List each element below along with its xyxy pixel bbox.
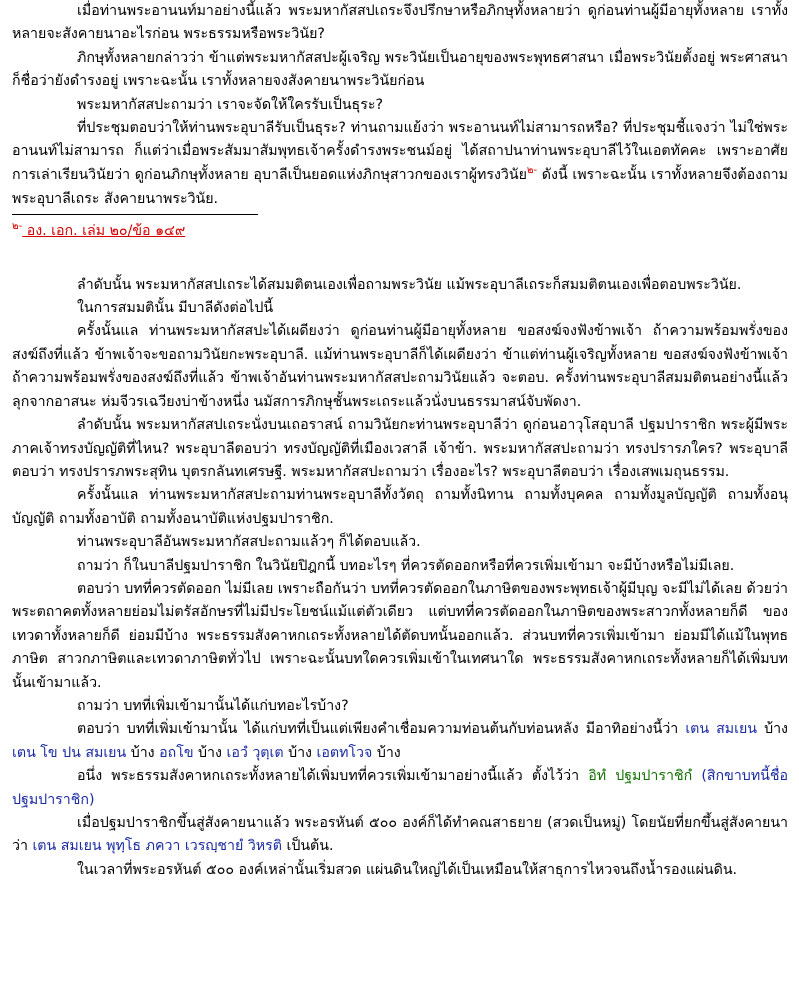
pali-phrase: เอตทโวจ — [316, 744, 373, 761]
footnote[interactable] — [12, 215, 788, 247]
separator-text: บ้าง — [193, 744, 227, 761]
paragraph-10: ท่านพระอุบาลีอันพระมหากัสสปะถามแล้วๆ ก็ได้ตอบแล้ว. — [77, 534, 421, 551]
paragraph-17: ในเวลาที่พระอรหันต์ ๕๐๐ องค์เหล่านั้นเริ่มสวด แผ่นดินใหญ่ได้เป็นเหมือนให้สาธุการไหวจนถึงน้ำรองแผ่นดิน. — [77, 861, 738, 878]
paragraph-4 — [12, 117, 788, 212]
paragraph-1: เมื่อท่านพระอานนท์มาอย่างนี้แล้ว พระมหากัสสปเถระจึงปรึกษาหรือภิกษุทั้งหลายว่า ดูก่อนท่านผู้มีอายุทั้งหลาย เราทั้งหลายจะสังคายนาอะไรก่อน พระธรรมหรือพระวินัย? — [12, 3, 788, 43]
paragraph-2: ภิกษุทั้งหลายกล่าวว่า ข้าแต่พระมหากัสสปะผู้เจริญ พระวินัยเป็นอายุของพระพุทธศาสนา เมื่อพระวินัยตั้งอยู่ พระศาสนาก็ชื่อว่ายังดำรงอยู่ เพราะฉะนั้น เราทั้งหลายจงสังคายนาพระวินัยก่อน — [12, 49, 788, 90]
paragraph-16-tail: เป็นต้น. — [281, 838, 334, 855]
pali-title: อิทํ ปฐมปาราชิกํ — [588, 768, 693, 785]
pali-phrase: เตน สมเยน — [685, 721, 758, 738]
paragraph-16-text: เมื่อปฐมปาราชิกขึ้นสู่สังคายนาแล้ว พระอรหันต์ ๕๐๐ องค์ก็ได้ทำคณสาธยาย (สวดเป็นหมู่) โดยนัยที่ยกขึ้นสู่สังคายนาว่า — [12, 815, 788, 855]
separator-text: บ้าง — [757, 721, 788, 738]
paragraph-8: ลำดับนั้น พระมหากัสสปเถระนั่งบนเถอราสน์ ถามวินัยกะท่านพระอุบาลีว่า ดูก่อนอาวุโสอุบาลี ปฐมปาราชิก พระผู้มีพระภาคเจ้าทรงบัญญัติที่ไหน? พระอุบาลีตอบว่า ทรงบัญญัติที่เมืองเวสาลี เจ้าข้า. พระมหากัสสปะถามว่า ทรงปรารภใคร? พระอุบาลีตอบว่า ทรงปรารภพระสุทิน บุตรกลันทเศรษฐี. พระมหากัสสปะถามว่า เรื่องอะไร? พระอุบาลีตอบว่า เรื่องเสพเมถุนธรรม. — [12, 417, 788, 480]
paragraph-4-tail: ดังนี้ เพราะฉะนั้น เราทั้งหลายจึงต้องถามพระอุบาลีเถระ สังคายนาพระวินัย. — [12, 166, 789, 208]
paragraph-4-text: ที่ประชุมตอบว่าให้ท่านพระอุบาลีรับเป็นธุระ? ท่านถามแย้งว่า พระอานนท์ไม่สามารถหรือ? ที่ประชุมชี้แจงว่า ไม่ใช่พระอานนท์ไม่สามารถ ก็แต่ว่าเมื่อพระสัมมาสัมพุทธเจ้าครั้งดำรงพระชนม์อยู่ ได้สถาปนาท่านพระอุบาลีไว้ในเอตทัคคะ เพราะอาศัยการเล่าเรียนวินัยว่า ดูก่อนภิกษุทั้งหลาย อุบาลีเป็นยอดแห่งภิกษุสาวกของเราผู้ทรงวินัย — [12, 120, 788, 183]
paragraph-14 — [12, 718, 788, 765]
paragraph-11: ถามว่า ก็ในบาลีปฐมปาราชิก ในวินัยปิฎกนี้ บทอะไรๆ ที่ควรตัดออกหรือที่ควรเพิ่มเข้ามา จะมีบ้างหรือไม่มีเลย. — [77, 557, 735, 574]
paragraph-3: พระมหากัสสปะถามว่า เราจะจัดให้ใครรับเป็นธุระ? — [77, 96, 383, 113]
section-gap — [12, 247, 788, 274]
footnote-mark: ๒- — [12, 220, 23, 232]
pali-phrase: เอวํ วุตฺเต — [226, 744, 284, 761]
pali-phrase: เตน สมเยน พุทฺโธ ภควา เวรญฺชายํ วิหรติ — [32, 838, 282, 855]
paragraph-13: ถามว่า บทที่เพิ่มเข้ามานั้นได้แก่บทอะไรบ้าง? — [77, 697, 349, 714]
paragraph-5: ลำดับนั้น พระมหากัสสปเถระได้สมมติตนเองเพื่อถามพระวินัย แม้พระอุบาลีเถระก็สมมติตนเองเพื่อตอบพระวินัย. — [77, 276, 742, 293]
separator-text: บ้าง — [126, 744, 160, 761]
paragraph-6: ในการสมมตินั้น มีบาลีดังต่อไปนี้ — [77, 300, 274, 317]
document-page — [12, 0, 788, 882]
paragraph-15-text: อนึ่ง พระธรรมสังคาหกเถระทั้งหลายได้เพิ่มบทที่ควรเพิ่มเข้ามาอย่างนี้แล้ว ตั้งไว้ว่า — [77, 768, 589, 785]
paragraph-7: ครั้งนั้นแล ท่านพระมหากัสสปะได้เผดียงว่า ดูก่อนท่านผู้มีอายุทั้งหลาย ขอสงฆ์จงฟังข้าพเจ้า ถ้าความพร้อมพรั่งของสงฆ์ถึงที่แล้ว ข้าพเจ้าจะขอถามวินัยกะพระอุบาลี. แม้ท่านพระอุบาลีก็ได้เผดียงว่า ข้าแต่ท่านผู้เจริญทั้งหลาย ขอสงฆ์จงฟังข้าพเจ้า ถ้าความพร้อมพรั่งของสงฆ์ถึงที่แล้ว ข้าพเจ้าอันท่านพระมหากัสสปะถามวินัยแล้ว จะตอบ. ครั้งท่านพระอุบาลีสมมติตนอย่างนี้แล้วลุกจากอาสนะ ห่มจีวรเฉวียงบ่าข้างหนึ่ง นมัสการภิกษุชั้นพระเถระแล้วนั่งบนธรรมาสน์จับพัดงา. — [12, 323, 788, 410]
pali-phrase: อถโข — [159, 744, 194, 761]
paragraph-16 — [12, 812, 788, 859]
paragraph-9: ครั้งนั้นแล ท่านพระมหากัสสปะถามท่านพระอุบาลีทั้งวัตถุ ถามทั้งนิทาน ถามทั้งบุคคล ถามทั้งมูลบัญญัติ ถามทั้งอนุบัญญัติ ถามทั้งอาบัติ ถามทั้งอนาบัติแห่งปฐมปาราชิก. — [12, 487, 788, 527]
footnote-reference[interactable]: ๒- — [526, 164, 538, 176]
paragraph-15 — [12, 765, 788, 812]
paragraph-12: ตอบว่า บทที่ควรตัดออก ไม่มีเลย เพราะถือกันว่า บทที่ควรตัดออกในภาษิตของพระพุทธเจ้าผู้มีบุญ จะมีไม่ได้เลย ด้วยว่าพระตถาคตทั้งหลายย่อมไม่ตรัสอักษรที่ไม่มีประโยชน์แม้แต่ตัวเดียว แต่บทที่ควรตัดออกในภาษิตของพระสาวกทั้งหลายก็ดี ของเทวดาทั้งหลายก็ดี ย่อมมีบ้าง พระธรรมสังคาหกเถระทั้งหลายได้ตัดบทนั้นออกแล้ว. ส่วนบทที่ควรเพิ่มเข้ามา ย่อมมีได้แม้ในพุทธภาษิต สาวกภาษิตและเทวดาภาษิตทั่วไป เพราะฉะนั้นบทใดควรเพิ่มเข้าในเทศนาใด พระธรรมสังคาหกเถระทั้งหลายก็ได้เพิ่มบทนั้นเข้ามาแล้ว. — [12, 580, 788, 691]
pali-gloss: (สิกขาบทนี้ชื่อปฐมปาราชิก) — [12, 768, 789, 808]
footnote-link[interactable]: อง. เอก. เล่ม ๒๐/ข้อ ๑๔๙ — [22, 222, 186, 239]
pali-phrase: เตน โข ปน สมเยน — [12, 744, 127, 761]
separator-text: บ้าง — [372, 744, 401, 761]
paragraph-14-text: ตอบว่า บทที่เพิ่มเข้ามานั้น ได้แก่บทที่เป็นแต่เพียงคำเชื่อมความท่อนต้นกับท่อนหลัง มีอาทิอย่างนี้ว่า — [77, 721, 686, 738]
separator-text: บ้าง — [283, 744, 317, 761]
